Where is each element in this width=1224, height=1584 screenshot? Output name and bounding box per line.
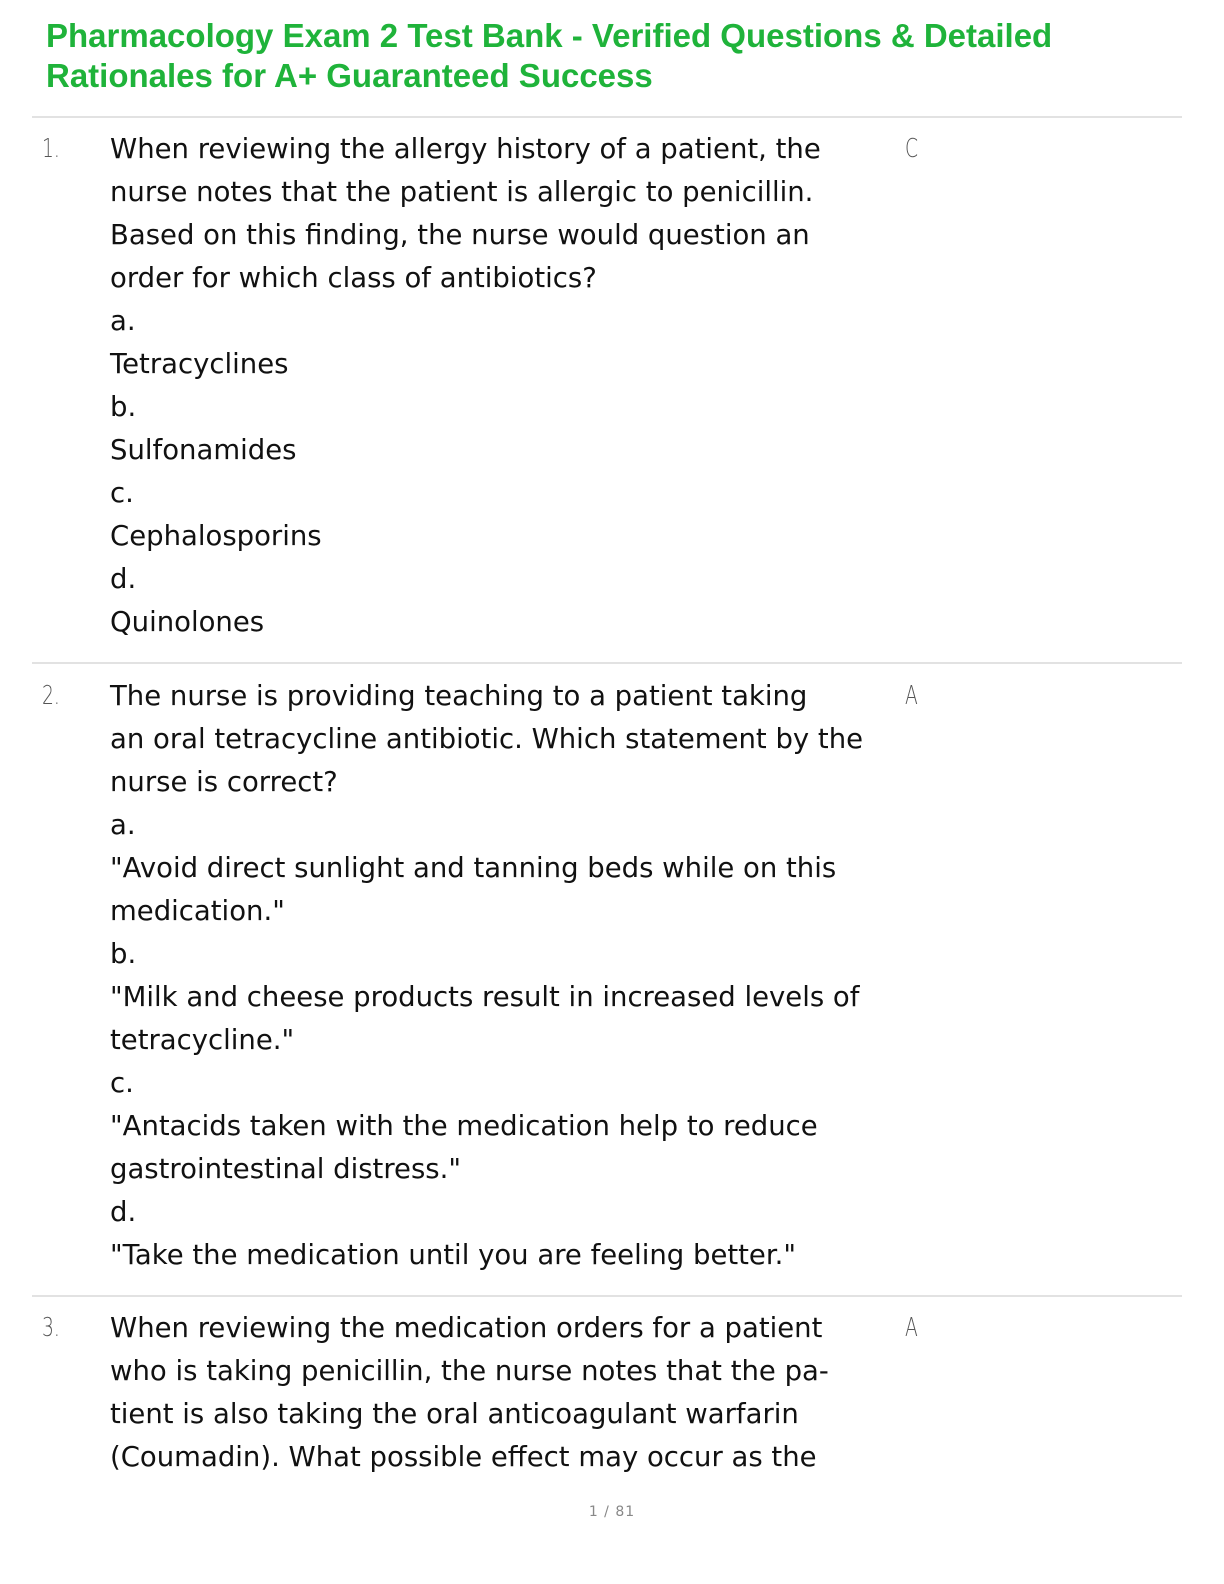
question-number: 2.: [42, 681, 60, 711]
answer-key: C: [905, 134, 919, 164]
option-letter: a.: [110, 305, 136, 337]
question-stem-line: (Coumadin). What possible effect may occur as the: [110, 1441, 817, 1473]
option-text: Tetracyclines: [110, 348, 289, 380]
document-title: [46, 16, 1196, 96]
option-letter: d.: [110, 1196, 137, 1228]
option-text: "Take the medication until you are feeling better.": [110, 1239, 797, 1271]
option-text: "Avoid direct sunlight and tanning beds while on this: [110, 852, 837, 884]
document-title-line-2: Rationales for A+ Guaranteed Success: [46, 57, 653, 94]
option-text: tetracycline.": [110, 1024, 295, 1056]
document-title-line-1: Pharmacology Exam 2 Test Bank - Verified Questions & Detailed: [46, 17, 1053, 54]
option-text: "Antacids taken with the medication help to reduce: [110, 1110, 818, 1142]
question-body: [110, 1307, 910, 1479]
question-number: 1.: [42, 134, 60, 164]
option-letter: d.: [110, 563, 137, 595]
question-body: [110, 675, 910, 1277]
question-stem-line: nurse is correct?: [110, 766, 338, 798]
question-body: [110, 128, 910, 644]
option-text: medication.": [110, 895, 285, 927]
question-stem-line: an oral tetracycline antibiotic. Which statement by the: [110, 723, 864, 755]
option-text: Sulfonamides: [110, 434, 297, 466]
divider: [32, 1295, 1182, 1297]
option-letter: b.: [110, 938, 137, 970]
question-number: 3.: [42, 1313, 60, 1343]
question-stem-line: who is taking penicillin, the nurse notes that the pa-: [110, 1355, 829, 1387]
question-stem-line: tient is also taking the oral anticoagulant warfarin: [110, 1398, 799, 1430]
divider: [32, 116, 1182, 118]
answer-key: A: [905, 1313, 918, 1343]
question-stem-line: The nurse is providing teaching to a patient taking: [110, 680, 808, 712]
divider: [32, 662, 1182, 664]
option-text: gastrointestinal distress.": [110, 1153, 462, 1185]
option-letter: c.: [110, 1067, 134, 1099]
question-stem-line: When reviewing the allergy history of a patient, the: [110, 133, 821, 165]
option-text: Cephalosporins: [110, 520, 322, 552]
page-indicator: 1 / 81: [588, 1504, 636, 1520]
option-letter: c.: [110, 477, 134, 509]
option-letter: a.: [110, 809, 136, 841]
question-stem-line: order for which class of antibiotics?: [110, 262, 597, 294]
option-text: "Milk and cheese products result in increased levels of: [110, 981, 860, 1013]
answer-key: A: [905, 681, 918, 711]
question-stem-line: Based on this finding, the nurse would question an: [110, 219, 810, 251]
question-stem-line: When reviewing the medication orders for a patient: [110, 1312, 823, 1344]
option-letter: b.: [110, 391, 137, 423]
question-stem-line: nurse notes that the patient is allergic to penicillin.: [110, 176, 814, 208]
option-text: Quinolones: [110, 606, 265, 638]
